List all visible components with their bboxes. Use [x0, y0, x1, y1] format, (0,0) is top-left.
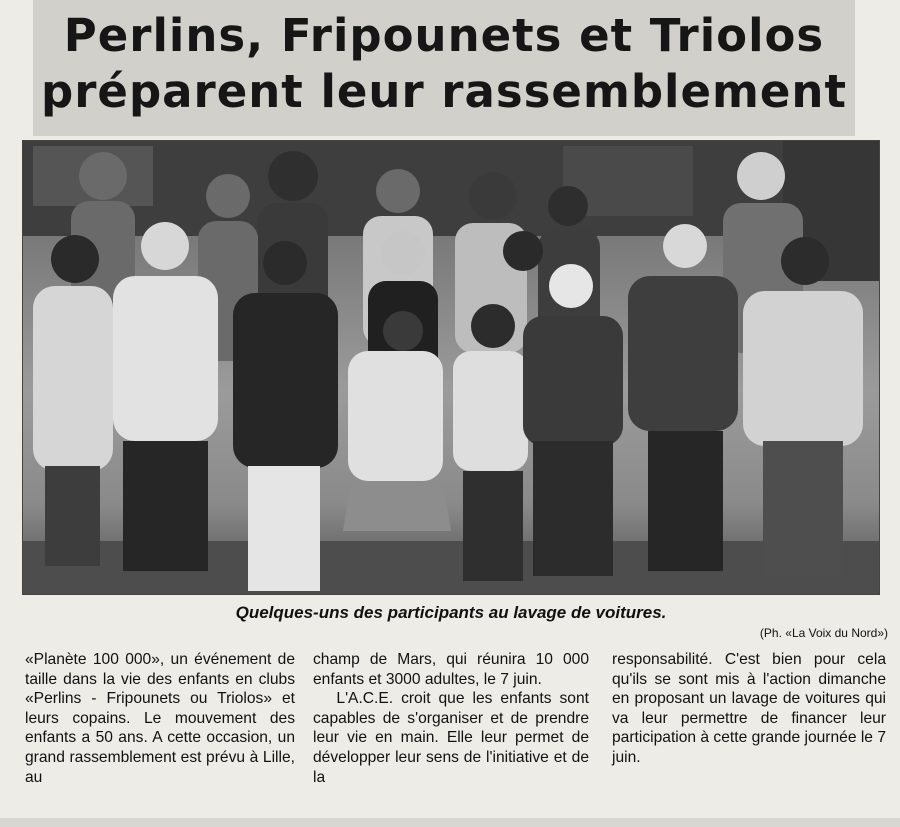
headline-line-2: préparent leur rassemblement	[41, 65, 847, 118]
article-column-3	[612, 650, 886, 768]
column-1-paragraph-1: «Planète 100 000», un événement de taille dans la vie des enfants en clubs «Perlins - Fripounets ou Triolos» et leurs copains. Le mouvement des enfants a 50 ans. A cette occasion, un grand rassemblement est prévu à Lille, au	[25, 651, 295, 786]
article-column-2	[313, 650, 589, 787]
group-photo-illustration	[23, 141, 880, 595]
column-2-paragraph-1: champ de Mars, qui réunira 10 000 enfants et 3000 adultes, le 7 juin.	[313, 651, 589, 688]
headline	[33, 8, 855, 120]
page-bottom-edge	[0, 818, 900, 827]
column-3-paragraph-1: responsabilité. C'est bien pour cela qu'ils se sont mis à l'action dimanche en proposant un lavage de voitures qui va leur permettre de financer leur participation à cette grande journée le 7 juin.	[612, 651, 886, 766]
column-2-paragraph-2: L'A.C.E. croit que les enfants sont capables de s'organiser et de prendre leur vie en main. Elle leur permet de développer leur sens de l'initiative et de la	[313, 690, 589, 786]
photo-credit: (Ph. «La Voix du Nord»)	[759, 626, 888, 640]
article-column-1	[25, 650, 295, 787]
headline-line-1: Perlins, Fripounets et Triolos	[63, 9, 825, 62]
photo-caption: Quelques-uns des participants au lavage de voitures.	[235, 603, 667, 622]
group-photo	[22, 140, 880, 595]
